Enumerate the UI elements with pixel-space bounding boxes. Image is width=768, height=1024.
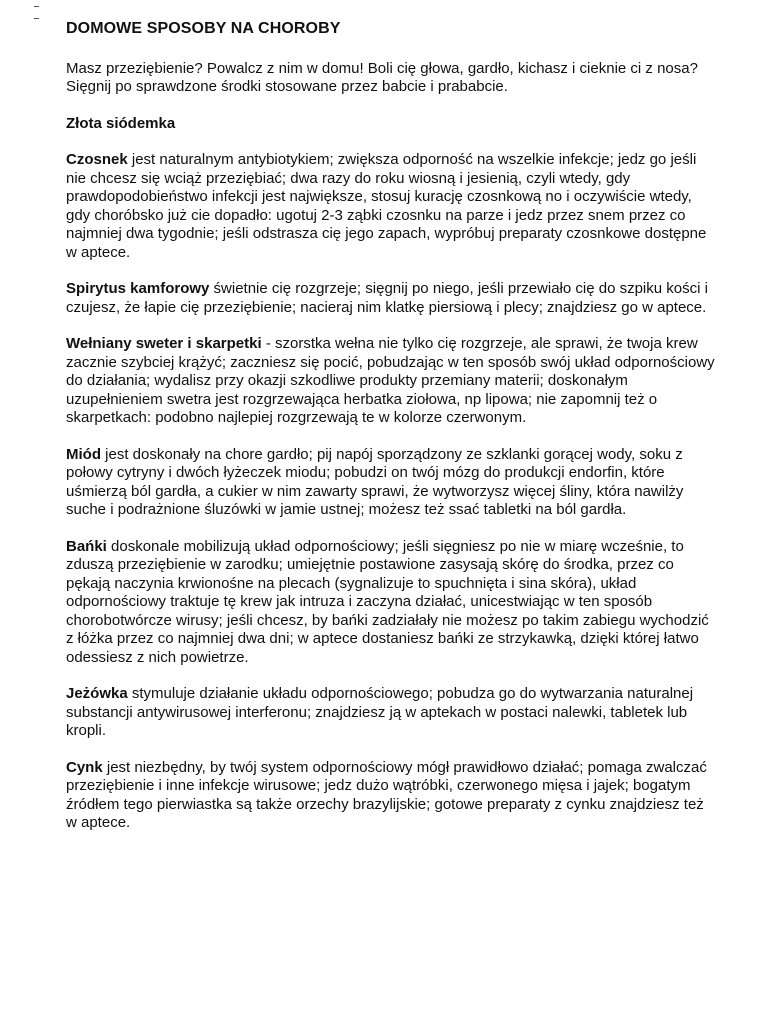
remedy-description: jest naturalnym antybiotykiem; zwiększa odporność na wszelkie infekcje; jedz go jeśli nie chcesz się wciąż przeziębiać; dwa razy do roku wiosną i jesienią, czyli wtedy, gdy prawdopodobieństwo infekcji jest największe, stosuj kurację czosnkową no i oczywiście wtedy, gdy choróbsko już cie dopadło: ugotuj 2-3 ząbki czosnku na parze i jedz przez snem przez co najmniej dwa tygodnie; jeśli odstrasza cię jego zapach, wypróbuj preparaty czosnkowe dostępne w aptece. (66, 151, 707, 261)
scan-margin-mark (34, 6, 40, 32)
remedy-description: jest doskonały na chore gardło; pij napój sporządzony ze szklanki gorącej wody, soku z połowy cytryny i dwóch łyżeczek miodu; pobudzi on twój mózg do produkcji endorfin, które uśmierzą ból gardła, a cukier w nim zawarty sprawi, że wytworzysz więcej śliny, która nawilży suche i podrażnione śluzówki w jamie ustnej; możesz też ssać tabletki na ból gardła. (66, 445, 684, 518)
remedy-paragraph (66, 446, 716, 520)
remedy-description: - szorstka wełna nie tylko cię rozgrzeje, ale sprawi, że twoja krew zacznie szybciej krążyć; zaczniesz się pocić, pobudzając w ten sposób swój układ odpornościowy do działania; wydalisz przy okazji szkodliwe produkty przemiany materii; doskonałym uzupełnieniem swetra jest rozgrzewająca herbatka ziołowa, np lipowa; nie zapomnij też o skarpetkach: podobno najlepiej rozgrzewają te w kolorze czerwonym. (66, 335, 715, 426)
remedy-paragraph (66, 335, 716, 428)
remedy-name: Bańki (66, 537, 107, 555)
remedy-name: Wełniany sweter i skarpetki (66, 335, 262, 352)
remedy-description: doskonale mobilizują układ odpornościowy; jeśli sięgniesz po nie w miarę wcześnie, to zduszą przeziębienie w zarodku; umiejętnie postawione zasysają skórę do środka, przez co pękają naczynia krwionośne na plecach (sygnalizuje to spuchnięta i sina skóra), układ odpornościowy traktuje tę krew jak intruza i zaczyna działać, unicestwiając w ten sposób chorobotwórcze wirusy; jeśli chcesz, by bańki zadziałały nie możesz po takim zabiegu wychodzić z łóżka przez co najmniej dwa dni; w aptece dostaniesz bańki ze strzykawką, dzięki której łatwo odessiesz z nich powietrze. (66, 537, 709, 666)
remedy-description: jest niezbędny, by twój system odpornościowy mógł prawidłowo działać; pomaga zwalczać przeziębienie i inne infekcje wirusowe; jedz dużo wątróbki, czerwonego mięsa i jajek; bogatym źródłem tego pierwiastka są także orzechy brazylijskie; gotowe preparaty z cynku znajdziesz też w aptece. (66, 758, 707, 831)
remedy-name: Spirytus kamforowy (66, 280, 210, 297)
remedy-description: stymuluje działanie układu odpornościowego; pobudza go do wytwarzania naturalnej substancji antywirusowej interferonu; znajdziesz ją w aptekach w postaci nalewki, tabletek lub kropli. (66, 685, 694, 739)
document-title: DOMOWE SPOSOBY NA CHOROBY (66, 20, 341, 37)
remedy-name: Jeżówka (66, 685, 128, 702)
remedy-paragraph (66, 759, 716, 833)
remedy-paragraph (66, 538, 716, 668)
remedy-name: Cynk (66, 758, 103, 776)
intro-paragraph: Masz przeziębienie? Powalcz z nim w domu! Boli cię głowa, gardło, kichasz i cieknie ci z nosa? Sięgnij po sprawdzone środki stosowane przez babcie i prababcie. (66, 59, 698, 95)
remedy-name: Czosnek (66, 151, 128, 168)
remedy-paragraph (66, 685, 716, 741)
remedy-paragraph (66, 280, 716, 317)
remedy-paragraph (66, 151, 716, 262)
section-heading: Złota siódemka (66, 114, 176, 132)
document-page (66, 20, 716, 851)
remedy-name: Miód (66, 445, 101, 463)
remedy-description: świetnie cię rozgrzeje; sięgnij po niego, jeśli przewiało cię do szpiku kości i czujesz, że łapie cię przeziębienie; nacieraj nim klatkę piersiową i plecy; znajdziesz go w aptece. (66, 280, 708, 316)
